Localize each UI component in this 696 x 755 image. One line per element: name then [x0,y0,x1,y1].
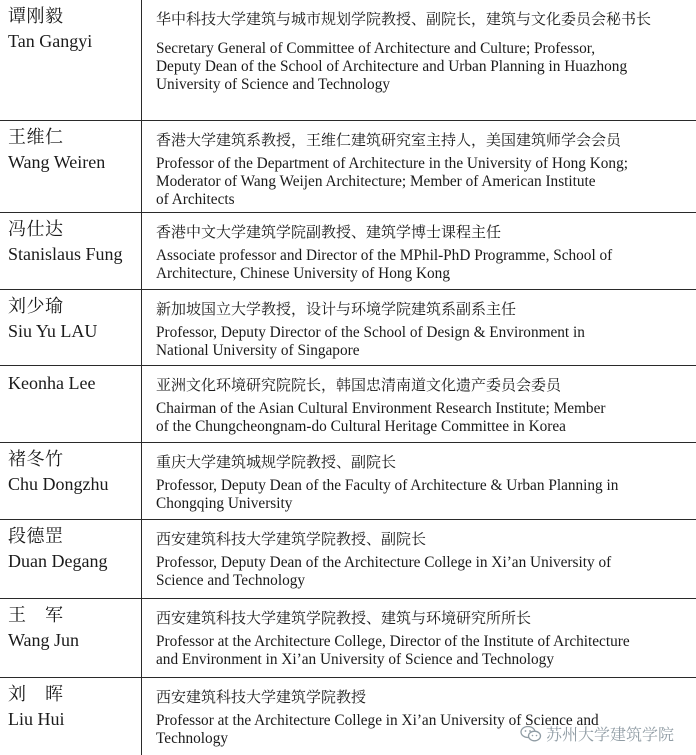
description-cell [156,219,692,283]
wechat-watermark [520,722,674,745]
name-cell [0,213,142,289]
english-name: Wang Jun [8,630,80,650]
chinese-description: 西安建筑科技大学建筑学院教授、建筑与环境研究所所长 [156,609,532,627]
chinese-description: 西安建筑科技大学建筑学院教授 [156,688,367,706]
description-cell [156,296,692,360]
description-cell [156,6,692,94]
chinese-description: 西安建筑科技大学建筑学院教授、副院长 [156,530,427,548]
chinese-name: 刘 晖 [8,684,64,705]
english-name: Tan Gangyi [8,31,93,51]
english-name: Keonha Lee [8,373,96,393]
chinese-description: 香港中文大学建筑学院副教授、建筑学博士课程主任 [156,223,502,241]
english-name: Siu Yu LAU [8,321,98,341]
name-cell [0,366,142,442]
watermark-text: 苏州大学建筑学院 [545,725,674,744]
chinese-name: 刘少瑜 [8,296,64,317]
english-name: Liu Hui [8,709,65,729]
name-cell [0,520,142,598]
table-row [0,121,696,213]
english-name: Chu Dongzhu [8,474,109,494]
chinese-name: 谭刚毅 [8,6,64,27]
english-description: Professor of the Department of Architecture in the University of Hong Kong; Moderator of Wang Weijen Architecture; Member of American Institute of Architects [156,155,628,208]
chinese-description: 香港大学建筑系教授，王维仁建筑研究室主持人，美国建筑师学会会员 [156,131,622,149]
table-row [0,290,696,366]
name-cell [0,599,142,677]
table-row [0,443,696,520]
chinese-name: 段德罡 [8,526,64,547]
description-cell [156,372,692,436]
chinese-description: 华中科技大学建筑与城市规划学院教授、副院长，建筑与文化委员会秘书长 [156,10,652,28]
english-name: Duan Degang [8,551,108,571]
english-description: Professor at the Architecture College, Director of the Institute of Architecture and Environment in Xi’an University of Science and Technology [156,633,630,668]
name-cell [0,678,142,755]
description-cell [156,127,692,209]
name-cell [0,290,142,365]
chinese-name: 褚冬竹 [8,449,64,470]
chinese-description: 亚洲文化环境研究院院长，韩国忠清南道文化遗产委员会委员 [156,376,562,394]
english-description: Professor, Deputy Director of the School of Design & Environment in National University of Singapore [156,324,585,359]
table-row [0,0,696,121]
wechat-icon [520,725,542,743]
description-cell [156,526,692,590]
english-description: Secretary General of Committee of Architecture and Culture; Professor, Deputy Dean of the School of Architecture and Urban Planning in Huazhong University of Science and Technology [156,40,628,93]
name-cell [0,121,142,212]
description-cell [156,449,692,513]
table-row [0,366,696,443]
chinese-name: 冯仕达 [8,219,64,240]
table-row [0,520,696,599]
chinese-name: 王维仁 [8,127,64,148]
english-description: Professor at the Architecture College in Xi’an University of Science and Technology [156,712,599,747]
chinese-description: 新加坡国立大学教授，设计与环境学院建筑系副系主任 [156,300,517,318]
english-description: Chairman of the Asian Cultural Environment Research Institute; Member of the Chungcheongnam-do Cultural Heritage Committee in Korea [156,400,606,435]
english-description: Associate professor and Director of the MPhil-PhD Programme, School of Architecture, Chinese University of Hong Kong [156,247,613,282]
english-description: Professor, Deputy Dean of the Faculty of Architecture & Urban Planning in Chongqing University [156,477,619,512]
name-cell [0,0,142,120]
table-row [0,213,696,290]
table-row [0,599,696,678]
english-name: Stanislaus Fung [8,244,123,264]
name-cell [0,443,142,519]
chinese-name: 王 军 [8,605,64,626]
description-cell [156,605,692,669]
english-description: Professor, Deputy Dean of the Architecture College in Xi’an University of Science and Technology [156,554,612,589]
chinese-description: 重庆大学建筑城规学院教授、副院长 [156,453,397,471]
english-name: Wang Weiren [8,152,106,172]
